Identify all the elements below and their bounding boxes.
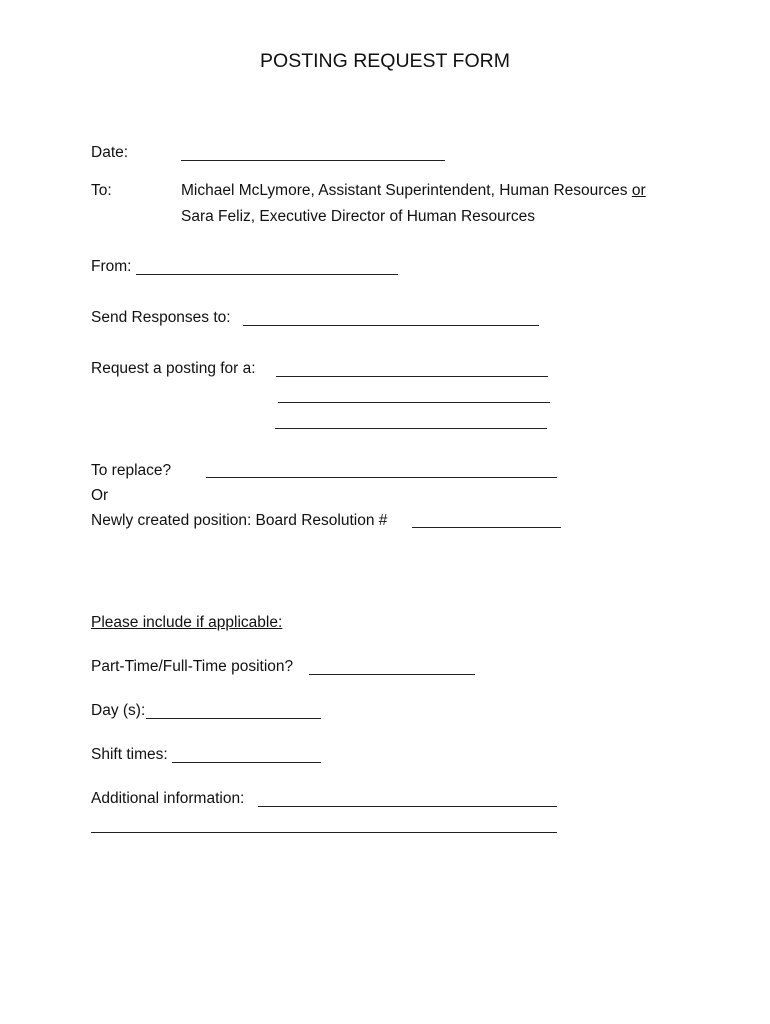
applicable-heading: Please include if applicable: (91, 614, 283, 631)
to-label: To: (91, 182, 112, 199)
form-title: POSTING REQUEST FORM (260, 50, 510, 72)
send-responses-label: Send Responses to: (91, 309, 231, 326)
request-posting-label: Request a posting for a: (91, 360, 256, 377)
to-recipient-primary: Michael McLymore, Assistant Superintendent, Human Resources (181, 182, 628, 199)
board-resolution-field[interactable] (412, 513, 561, 528)
additional-info-label: Additional information: (91, 790, 245, 807)
part-full-time-field[interactable] (309, 660, 475, 675)
request-posting-field-3[interactable] (275, 414, 547, 429)
to-replace-field[interactable] (206, 463, 557, 478)
date-field[interactable] (181, 146, 445, 161)
from-field[interactable] (136, 260, 398, 275)
days-label: Day (s): (91, 702, 146, 719)
to-or-connector: or (631, 182, 646, 199)
shift-times-label: Shift times: (91, 746, 168, 763)
send-responses-field[interactable] (243, 311, 539, 326)
or-label: Or (91, 487, 109, 504)
part-full-time-label: Part-Time/Full-Time position? (91, 658, 294, 675)
request-posting-field-2[interactable] (278, 388, 550, 403)
to-recipient-line1 (181, 183, 646, 199)
additional-info-field-2[interactable] (91, 818, 557, 833)
additional-info-field-1[interactable] (258, 792, 557, 807)
days-field[interactable] (146, 704, 321, 719)
shift-times-field[interactable] (172, 748, 321, 763)
request-posting-field-1[interactable] (276, 362, 548, 377)
to-recipient-line2: Sara Feliz, Executive Director of Human Resources (181, 208, 536, 225)
to-replace-label: To replace? (91, 462, 172, 479)
newly-created-label: Newly created position: Board Resolution # (91, 512, 388, 529)
date-label: Date: (91, 144, 129, 161)
from-label: From: (91, 258, 132, 275)
